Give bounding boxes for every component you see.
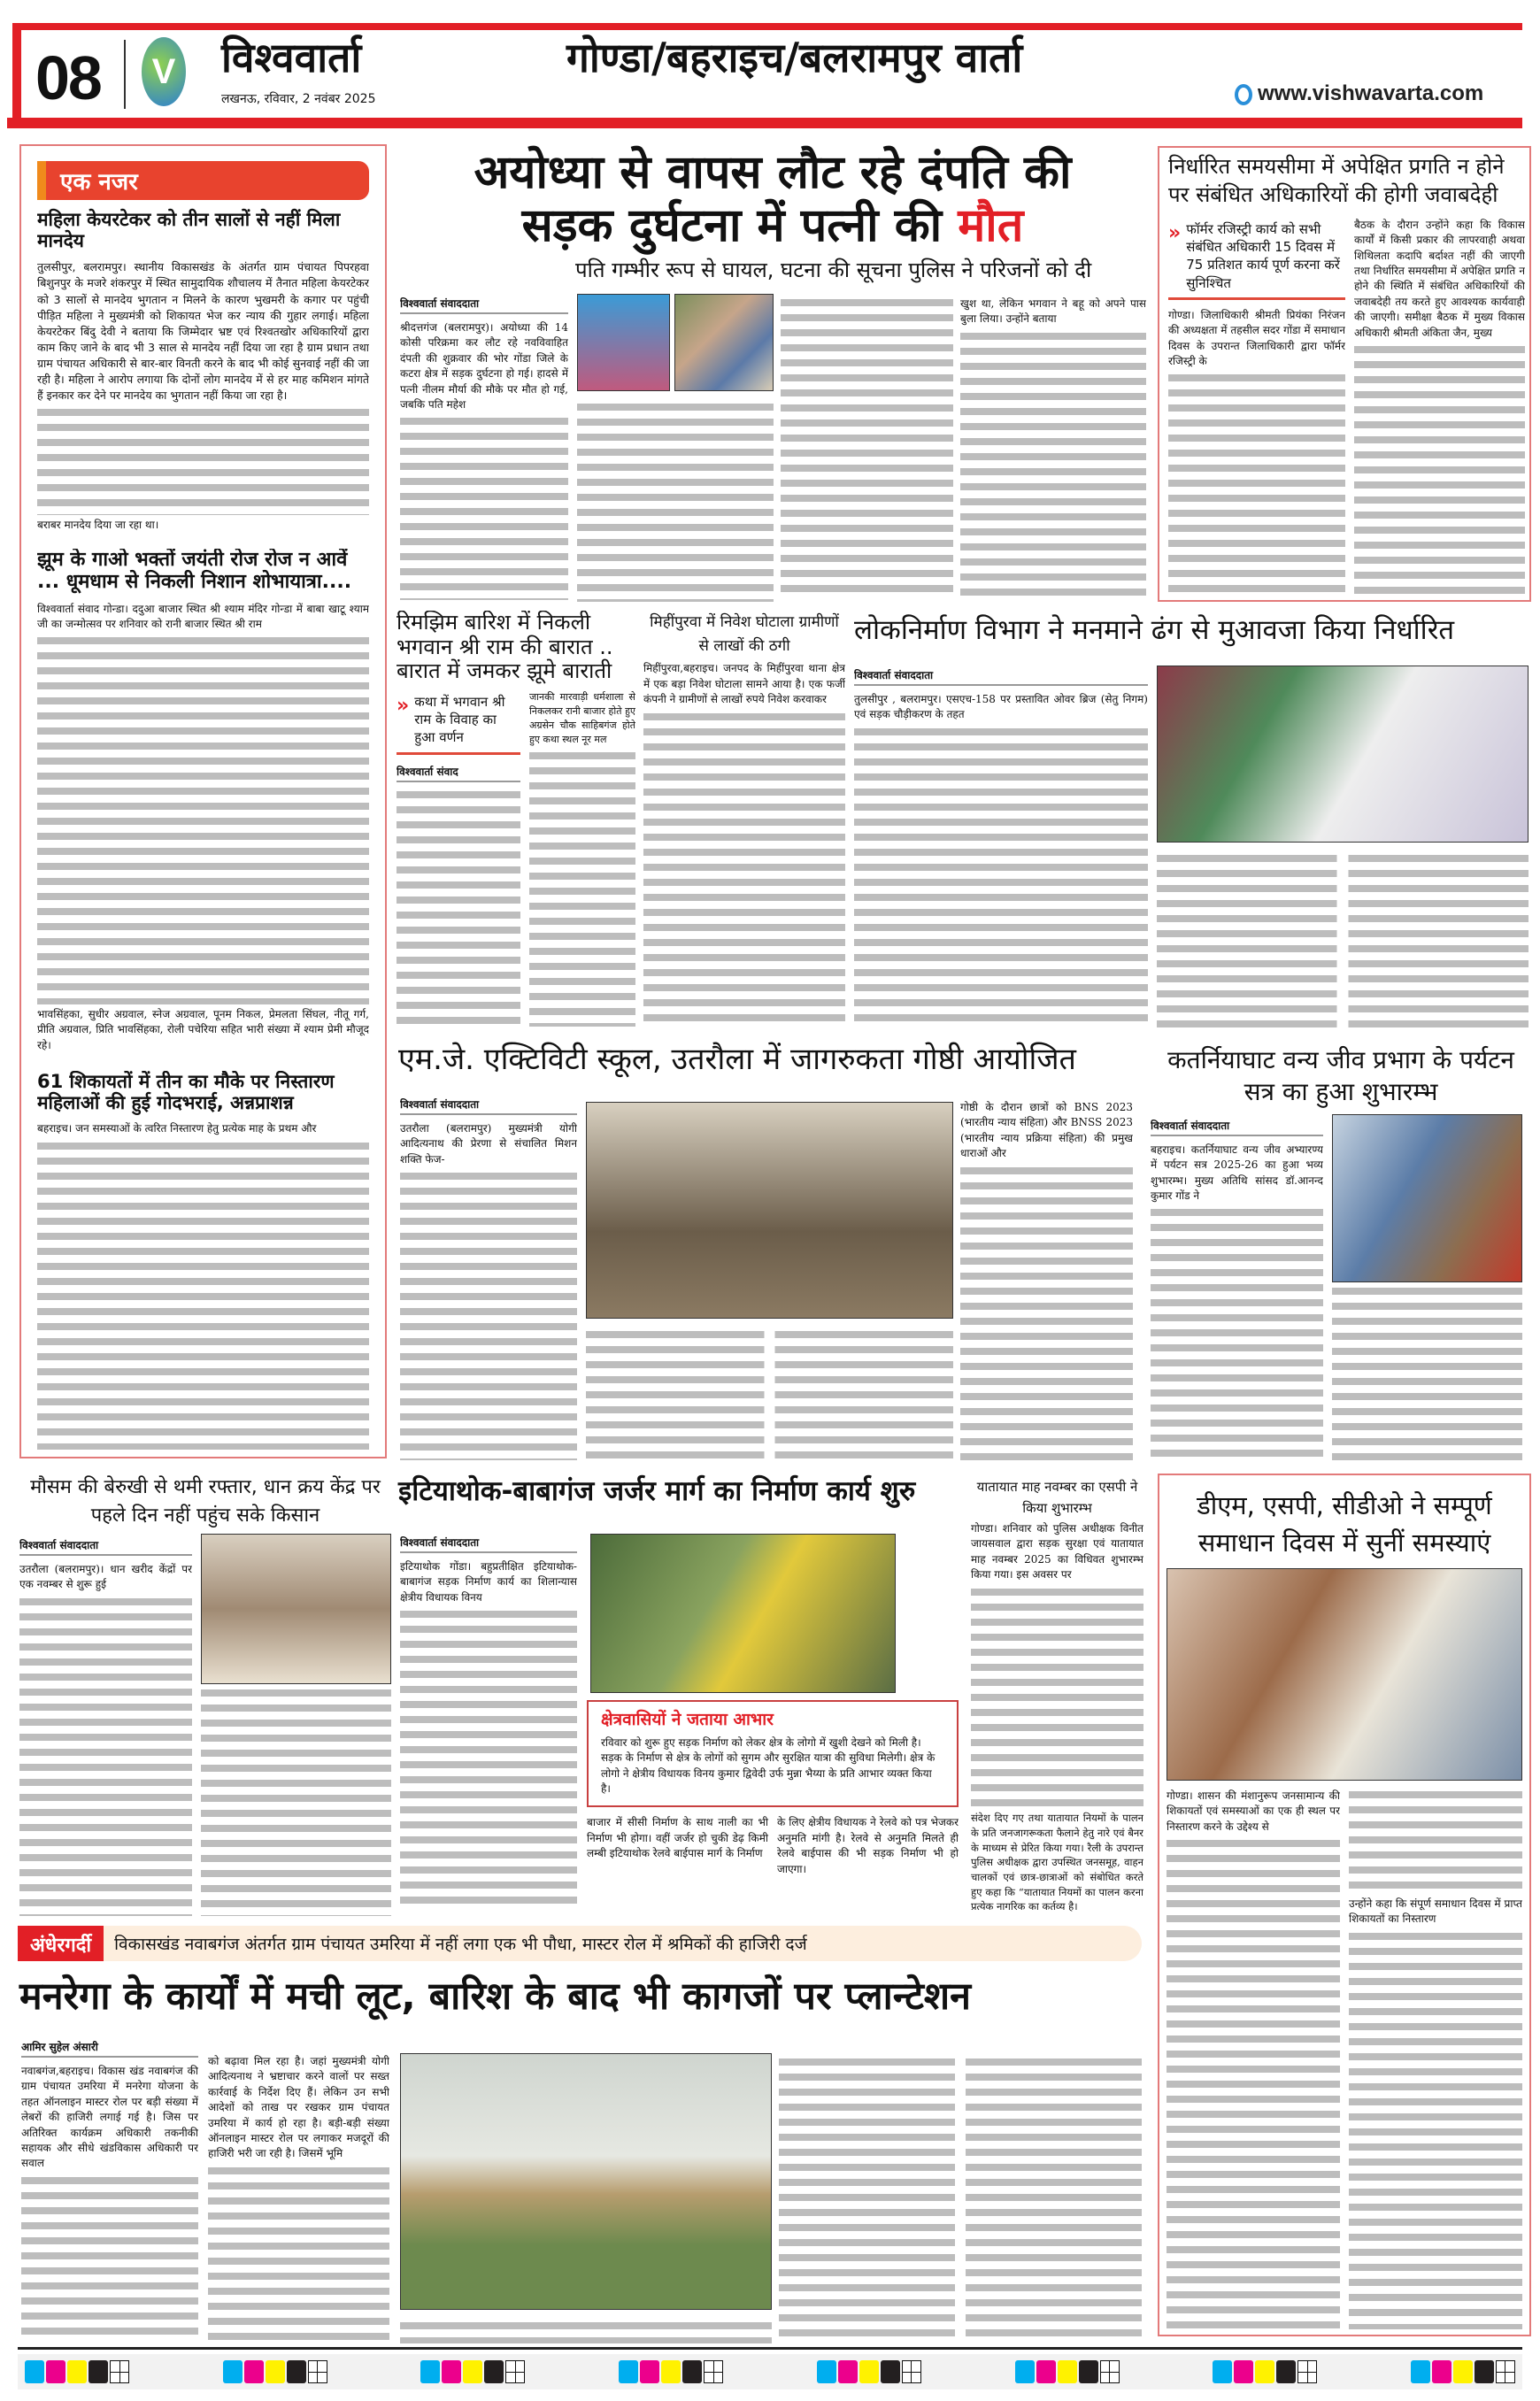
- color-swatch-group: [420, 2354, 525, 2389]
- article-end: बराबर मानदेय दिया जा रहा था।: [37, 518, 159, 531]
- article-paddy-procurement: [19, 1474, 391, 1916]
- color-swatch: [244, 2360, 264, 2383]
- article-end: संदेश दिए गए तथा यातायात नियमों के पालन के प्रति जनजागरूकता फैलाने हेतु नारे एवं बैनर के माध्यम से प्रेरित किया गया। रैली के उपरान्त पुलिस अधीक्षक द्वारा उपस्थित जनसमूह, वाहन चालकों एवं छात्र-छात्राओं को संबोधित करते हुए कहा कि “यातायात नियमों का पालन करना प्रत्येक नागरिक का कर्तव्य है।: [971, 1812, 1143, 1913]
- right-col2: [1354, 215, 1525, 596]
- byline: विश्ववार्ता संवाददाता: [400, 1097, 577, 1115]
- article-body: उतरौला (बलरामपुर) मुख्यमंत्री योगी आदित्यनाथ की प्रेरणा से संचालित मिशन शक्ति फेज-: [400, 1122, 577, 1166]
- dm-sp-content: [1167, 1487, 1522, 2329]
- color-swatch-group: [1015, 2354, 1120, 2389]
- andhergardi-banner: [18, 1926, 1142, 1961]
- text-lines: [779, 2055, 1142, 2343]
- photo-accident-scene: [674, 294, 774, 391]
- article-caretaker: [37, 161, 369, 533]
- text-lines: [37, 634, 369, 1004]
- text-lines: [1332, 1284, 1522, 1460]
- article-end: बाजार में सीसी निर्माण के साथ नाली का भी निर्माण भी होगा। वहीं जर्जर हो चुकी डेढ़ किमी लम्बी इटियाथोक रेलवे बाईपास मार्ग के निर्माण: [587, 1816, 768, 1860]
- color-swatch: [287, 2360, 306, 2383]
- article-body: बहराइच। जन समस्याओं के त्वरित निस्तारण हेतु प्रत्येक माह के प्रथम और: [37, 1122, 317, 1135]
- article-body: गोष्ठी के दौरान छात्रों को BNS 2023 (भारतीय न्याय संहिता) और BNSS 2023 (भारतीय न्याय प्रक्रिया संहिता) की प्रमुख धाराओं और: [960, 1101, 1133, 1160]
- color-swatch: [1036, 2360, 1056, 2383]
- headline: 61 शिकायतों में तीन का मौके पर निस्तारण महिलाओं की हुई गोदभराई, अन्नप्राशन्न: [37, 1071, 335, 1114]
- article-body: बहराइच। कतर्नियाघाट वन्य जीव अभ्यारण्य में पर्यटन सत्र 2025-26 का हुआ भव्य शुभारम्भ। मुख्य अतिथि सांसद डॉ.आनन्द कुमार गोंड ने: [1151, 1143, 1323, 1202]
- text-lines: [21, 2174, 198, 2341]
- road-construction-right: [587, 1534, 959, 1914]
- text-lines: [971, 1585, 1143, 1809]
- text-lines: [208, 2164, 389, 2341]
- article-body: खुश था, लेकिन भगवान ने बहू को अपने पास बुला लिया। उन्होंने बताया: [960, 297, 1146, 326]
- article-ram-barat: [397, 611, 635, 1027]
- article-mj-school: [400, 1093, 577, 1460]
- article-body: बैठक के दौरान उन्होंने कहा कि विकास कार्यों में किसी प्रकार की लापरवाही अथवा शिथिलता कदापि बर्दाश्त नहीं की जाएगी तथा निर्धारित समयसीमा में अपेक्षित प्रगति न होने की स्थिति में संबंधित अधिकारियों की जवाबदेही तय करते हुए आवश्यक कार्यवाही की जाएगी। समीक्षा बैठक में मुख्य विकास अधिकारी श्रीमती अंकिता जैन, मुख्य: [1354, 218, 1525, 339]
- lead-headline-highlight: मौत: [958, 198, 1024, 252]
- headline: महिला केयरटेकर को तीन सालों से नहीं मिला मानदेय: [37, 209, 341, 252]
- article-body: गोण्डा। शासन की मंशानुरूप जनसामान्य की शिकायतों एवं समस्याओं का एक ही स्थल पर निस्तारण करने के उद्देश्य से: [1167, 1789, 1340, 1833]
- text-lines: [1349, 1929, 1522, 2329]
- text-lines: [854, 725, 1148, 1027]
- headline: यातायात माह नवम्बर का एसपी ने किया शुभारम्भ: [976, 1479, 1138, 1516]
- dm-sp-columns: [1167, 1786, 1522, 2329]
- paddy-col2: [201, 1534, 391, 1916]
- article-end: भावसिंहका, सुधीर अग्रवाल, स्नेज अग्रवाल, पूनम निकल, प्रेमलता सिंघल, नीतू गर्ग, प्रीति अग्रवाल, प्रिति भावसिंहका, रोली पचेरिया सहित भारी संख्या में श्याम प्रेमी मौजूद रहे।: [37, 1007, 369, 1051]
- article-investment-scam: [643, 611, 845, 1027]
- article-body: विश्ववार्ता संवाद गोन्डा। ददुआ बाजार स्थित श्री श्याम मंदिर गोन्डा में बाबा खाटू श्याम जी का जन्मोत्सव पर शनिवार को रानी बाजार स्थित श्री राम: [37, 602, 369, 630]
- headline: लोकनिर्माण विभाग ने मनमाने ढंग से मुआवजा किया निर्धारित: [854, 614, 1455, 646]
- browser-icon: [1235, 84, 1252, 105]
- color-swatch: [817, 2360, 836, 2383]
- section-title: गोण्डा/बहराइच/बलरामपुर वार्ता: [566, 34, 1023, 81]
- kicker: [1168, 220, 1345, 300]
- color-swatch: [1475, 2360, 1494, 2383]
- article-katarniaghat: [1151, 1044, 1531, 1460]
- article-body: जानकी मारवाड़ी धर्मशाला से निकलकर रानी बाजार होते हुए अग्रसेन चौक साहिबगंज होते हुए कथा स्थल नूर मल: [529, 690, 635, 745]
- color-swatch: [619, 2360, 638, 2383]
- text-lines: [397, 788, 520, 1027]
- article-shobhayatra: [37, 549, 369, 1053]
- byline: विश्ववार्ता संवाददाता: [1151, 1118, 1323, 1136]
- text-lines: [960, 1164, 1133, 1460]
- article-body: इटियाथोक गोंडा। बहुप्रतीक्षित इटियाथोक-बाबागंज सड़क निर्माण कार्य का शिलान्यास क्षेत्रीय विधायक विनय: [400, 1560, 577, 1604]
- registration-mark-icon: [1100, 2360, 1120, 2383]
- byline: आमिर सुहेल अंसारी: [21, 2039, 198, 2058]
- text-lines: [1349, 1788, 1522, 1894]
- byline: विश्ववार्ता संवाददाता: [400, 296, 568, 314]
- article-traffic-month: [971, 1476, 1143, 1914]
- kicker-text: फॉर्मर रजिस्ट्री कार्य को सभी संबंधित अधिकारी 15 दिवस में 75 प्रतिशत कार्य पूर्ण करना करें सुनिश्चित: [1186, 220, 1340, 291]
- text-lines: [586, 1327, 953, 1460]
- color-swatch: [67, 2360, 87, 2383]
- text-lines: [960, 329, 1146, 600]
- photo-panchayat-building: [400, 2053, 772, 2310]
- headline: रिमझिम बारिश में निकली भगवान श्री राम की बारात .. बारात में जमकर झूमे बाराती: [397, 611, 613, 684]
- registration-mark-icon: [1496, 2360, 1515, 2383]
- banner-label: अंधेरगर्दी: [18, 1926, 104, 1961]
- color-swatch: [1432, 2360, 1451, 2383]
- text-lines: [400, 1607, 577, 1912]
- bottom-rule: [18, 2347, 1522, 2350]
- lead-col3: [781, 294, 953, 600]
- page-number: 08: [35, 43, 101, 112]
- color-swatch: [89, 2360, 108, 2383]
- headline: निर्धारित समयसीमा में अपेक्षित प्रगति न होने पर संबंधित अधिकारियों की होगी जवाबदेही: [1168, 154, 1505, 208]
- mj-school-col3: [960, 1097, 1133, 1460]
- registration-mark-icon: [902, 2360, 921, 2383]
- article-end: के लिए क्षेत्रीय विधायक ने रेलवे को पत्र भेजकर अनुमति मांगी है। रेलवे से अनुमति मिलते ही रेलवे बाईपास की भी सड़क निर्माण भी हो जाएगा।: [777, 1816, 959, 1875]
- photo-road-work: [590, 1534, 896, 1693]
- headline: डीएम, एसपी, सीडीओ ने सम्पूर्ण समाधान दिवस में सुनीं समस्याएं: [1197, 1490, 1492, 1558]
- article-body: गोण्डा। जिलाधिकारी श्रीमती प्रियंका निरंजन की अध्यक्षता में तहसील सदर गोंडा में समाधान दिवस के उपरान्त जिलाधिकारी द्वारा फॉर्मर रजिस्ट्री के: [1168, 308, 1345, 367]
- text-lines: [1157, 851, 1528, 1028]
- color-swatch: [1411, 2360, 1430, 2383]
- photo-procurement-centre: [201, 1534, 391, 1684]
- paddy-columns: [19, 1534, 391, 1916]
- color-swatch-group: [817, 2354, 921, 2389]
- color-swatch: [1276, 2360, 1296, 2383]
- lead-headline-line1: अयोध्या से वापस लौट रहे दंपति की: [474, 146, 1072, 199]
- color-swatch-group: [25, 2354, 129, 2389]
- ram-barat-col1: [397, 688, 520, 1027]
- text-lines: [1354, 342, 1525, 596]
- color-swatch: [881, 2360, 900, 2383]
- right-box-content: [1168, 152, 1525, 596]
- photo-school-event: [586, 1102, 953, 1319]
- text-lines: [643, 710, 845, 1027]
- article-body: उतरौला (बलरामपुर)। धान खरीद केंद्रों पर एक नवम्बर से शुरू हुई: [19, 1562, 192, 1591]
- text-lines: [37, 405, 369, 514]
- color-swatch: [640, 2360, 659, 2383]
- logo-icon: V: [142, 37, 186, 106]
- color-swatch: [1453, 2360, 1473, 2383]
- byline: विश्ववार्ता संवाददाता: [854, 667, 1148, 686]
- website-text: www.vishwavarta.com: [1258, 81, 1484, 105]
- color-registration-bar: [18, 2354, 1522, 2389]
- right-box-columns: [1168, 215, 1525, 596]
- headline: मनरेगा के कार्यों में मची लूट, बारिश के बाद भी कागजों पर प्लान्टेशन: [19, 1974, 972, 2019]
- headline: मिहींपुरवा में निवेश घोटाला ग्रामीणों से लाखों की ठगी: [650, 613, 839, 656]
- chevron-icon: »: [397, 694, 410, 717]
- registration-mark-icon: [110, 2360, 129, 2383]
- katarniaghat-col1: [1151, 1114, 1323, 1460]
- banner-text: विकासखंड नवाबगंज अंतर्गत ग्राम पंचायत उमरिया में नहीं लगा एक भी पौधा, मास्टर रोल में श्रमिकों की हाजिरी दर्ज: [114, 1935, 807, 1954]
- color-swatch: [1058, 2360, 1077, 2383]
- text-lines: [577, 400, 774, 602]
- lead-subhead: पति गम्भीर रूप से घायल, घटना की सूचना पुलिस ने परिजनों को दी: [575, 258, 1092, 282]
- right-col1: [1168, 215, 1345, 596]
- color-swatch-group: [1213, 2354, 1317, 2389]
- byline: विश्ववार्ता संवाददाता: [19, 1537, 192, 1556]
- byline: विश्ववार्ता संवाददाता: [400, 1535, 577, 1553]
- quote-body: रविवार को शुरू हुए सड़क निर्माण को लेकर क्षेत्र के लोगो में खुशी देखने को मिली है। सड़क के निर्माण से क्षेत्र के लोगों को सुगम और सुरक्षित यात्रा की सुविधा मिलेगी। क्षेत्र के लोगो ने क्षेत्रीय विधायक विनय कुमार द्विवेदी उर्फ मुन्ना भैय्या के प्रति आभार व्यक्त किया है।: [601, 1735, 936, 1796]
- text-lines: [400, 2319, 772, 2343]
- color-swatch: [484, 2360, 504, 2383]
- color-swatch: [463, 2360, 482, 2383]
- mnrega-col2: [208, 2051, 389, 2341]
- color-swatch: [420, 2360, 440, 2383]
- registration-mark-icon: [1297, 2360, 1317, 2383]
- article-complaints: [37, 1071, 369, 1450]
- text-lines: [19, 1595, 192, 1916]
- text-lines: [400, 414, 568, 600]
- text-lines: [1168, 371, 1345, 596]
- website-link[interactable]: [1235, 81, 1483, 106]
- photo-pwd-meeting: [1157, 666, 1528, 843]
- color-swatch: [1234, 2360, 1253, 2383]
- text-lines: [1167, 1836, 1340, 2329]
- masthead-rule: [7, 118, 1522, 128]
- lead-col4: [960, 294, 1146, 600]
- color-swatch: [682, 2360, 702, 2383]
- headline: एम.जे. एक्टिविटी स्कूल, उतरौला में जागरुकता गोष्ठी आयोजित: [398, 1042, 1076, 1077]
- dm-sp-col2: [1349, 1786, 1522, 2329]
- color-swatch: [1079, 2360, 1098, 2383]
- color-swatch: [25, 2360, 44, 2383]
- text-lines: [37, 1139, 369, 1450]
- headline: इटियाथोक-बाबागंज जर्जर मार्ग का निर्माण कार्य शुरु: [398, 1475, 916, 1507]
- dateline: लखनऊ, रविवार, 2 नवंबर 2025: [221, 92, 376, 106]
- registration-mark-icon: [308, 2360, 327, 2383]
- headline: झूम के गाओ भक्तों जयंती रोज रोज न आवें ... धूमधाम से निकली निशान शोभायात्रा....: [37, 549, 352, 594]
- lead-headline: [397, 147, 1149, 253]
- color-swatch: [1213, 2360, 1232, 2383]
- color-swatch: [1255, 2360, 1274, 2383]
- registration-mark-icon: [704, 2360, 723, 2383]
- color-swatch-group: [223, 2354, 327, 2389]
- paddy-col1: [19, 1534, 192, 1916]
- headline: मौसम की बेरुखी से थमी रफ्तार, धान क्रय केंद्र पर पहले दिन नहीं पहुंच सके किसान: [30, 1476, 381, 1527]
- color-swatch: [838, 2360, 858, 2383]
- divider: [124, 40, 126, 109]
- article-body: मिहींपुरवा,बहराइच। जनपद के मिहींपुरवा थाना क्षेत्र में एक बड़ा निवेश घोटाला सामने आया है। एक फर्जी कंपनी ने ग्रामीणों से लाखों रुपये निवेश करवाकर: [643, 662, 845, 706]
- ram-barat-columns: [397, 688, 635, 1027]
- color-swatch: [46, 2360, 65, 2383]
- color-swatch: [442, 2360, 461, 2383]
- ram-barat-col2: [529, 688, 635, 1027]
- headline: कतर्नियाघाट वन्य जीव प्रभाग के पर्यटन सत्र का हुआ शुभारम्भ: [1167, 1045, 1514, 1107]
- text-lines: [781, 296, 953, 600]
- article-body: श्रीदत्तगंज (बलरामपुर)। अयोध्या की 14 कोसी परिक्रमा कर लौट रहे नवविवाहित दंपती की शुक्रवार की भोर गोंडा जिले के कटरा क्षेत्र में सड़क दुर्घटना हो गई। हादसे में पत्नी नीलम मौर्या की मौके पर मौत हो गई, जबकि पति महेश: [400, 321, 568, 411]
- byline: विश्ववार्ता संवाद: [397, 764, 520, 782]
- photo-samadhan-diwas: [1167, 1568, 1522, 1781]
- katarniaghat-col2: [1332, 1114, 1522, 1460]
- text-lines: [400, 1169, 577, 1460]
- color-swatch: [859, 2360, 879, 2383]
- article-mnrega: [21, 2035, 198, 2341]
- color-swatch-group: [619, 2354, 723, 2389]
- article-body: उन्होंने कहा कि संपूर्ण समाधान दिवस में प्राप्त शिकायतों का निस्तारण: [1349, 1897, 1522, 1926]
- color-swatch: [266, 2360, 285, 2383]
- katarniaghat-columns: [1151, 1114, 1531, 1460]
- color-swatch: [661, 2360, 681, 2383]
- text-lines: [1151, 1205, 1323, 1460]
- article-body: गोण्डा। शनिवार को पुलिस अधीक्षक विनीत जायसवाल द्वारा सड़क सुरक्षा एवं यातायात माह नवम्बर 2025 का विधिवत शुभारम्भ किया गया। इस अवसर पर: [971, 1522, 1143, 1581]
- lead-col1: [400, 292, 568, 600]
- article-body: नवाबगंज,बहराइच। विकास खंड नवाबगंज की ग्राम पंचायत उमरिया में मनरेगा योजना के तहत ऑनलाइन मास्टर रोल पर बड़ी संख्या में लेबरों की हाजिरी लगाई गई है। जिस पर अतिरिक्त कार्यक्रम अधिकारी तकनीकी सहायक और सीधे खंडविकास अधिकारी पर सवाल: [21, 2065, 198, 2170]
- chevron-icon: »: [1168, 221, 1182, 244]
- photo-victim: [577, 294, 670, 391]
- lead-headline-line2-wrap: [397, 200, 1149, 253]
- photo-tourism-launch: [1332, 1114, 1522, 1282]
- kicker: [397, 693, 520, 755]
- article-body: तुलसीपुर, बलरामपुर। स्थानीय विकासखंड के अंतर्गत ग्राम पंचायत पिपरहवा बिशुनपुर के मजरे शंकरपुर में स्थित सामुदायिक शौचालय में तैनात महिला केयरटेकर को 3 सालों से मानदेय भुगतान न मिलने के कारण भुखमरी के कगार पर पहुंची पीड़ित महिला ने मुख्यमंत्री को शिकायत भेज कर न्याय की गुहार लगाई। महिला केयरटेकर बिंदु देवी ने बताया कि जिम्मेदार भ्रष्ट एवं रिश्वतखोर अधिकारियों द्वारा काम किए जाने के बाद भी 3 साल से मानदेय नहीं दिया जा रहा है ग्राम प्रधान तथा ग्राम पंचायत अधिकारी से बार-बार विनती करने के बाद भी कोई सुनवाई नहीं की जा रही है। महिला ने आरोप लगाया कि दोनों लोग मानदेय में से हर माह कमिशन मांगते हैं इनकार कर देने पर मानदेय का भुगतान नहीं किया जा रहा है।: [37, 260, 369, 403]
- text-lines: [529, 749, 635, 1027]
- ek-nazar-tag: एक नजर: [37, 161, 369, 200]
- paper-name: विश्ववार्ता: [221, 34, 362, 81]
- article-pwd: [854, 664, 1148, 1027]
- dm-sp-col1: [1167, 1786, 1340, 2329]
- article-body: तुलसीपुर , बलरामपुर। एसएच-158 पर प्रस्तावित ओवर ब्रिज (सेतु निगम) एवं सड़क चौड़ीकरण के तहत: [854, 693, 1148, 721]
- quote-title: क्षेत्रवासियों ने जताया आभार: [601, 1710, 774, 1729]
- article-body: को बढ़ावा मिल रहा है। जहां मुख्यमंत्री योगी आदित्यनाथ ने भ्रष्टाचार करने वालों पर सख्त कार्रवाई के निर्देश दिए हैं। लेकिन उन सभी आदेशों को ताख पर रखकर ग्राम पंचायत उमरिया में कार्य हो रहा है। बड़ी-बड़ी संख्या ऑनलाइन मास्टर रोल पर लगाकर मजदूरों की हाजिरी भरी जा रही है। जिसमें भूमि: [208, 2055, 389, 2160]
- color-swatch: [223, 2360, 243, 2383]
- lead-headline-line2: सड़क दुर्घटना में पत्नी की: [521, 198, 943, 252]
- article-road-construction: [400, 1531, 577, 1912]
- road-end-columns: [587, 1812, 959, 1914]
- color-swatch-group: [1411, 2354, 1515, 2389]
- registration-mark-icon: [505, 2360, 525, 2383]
- color-swatch: [1015, 2360, 1035, 2383]
- text-lines: [201, 1686, 391, 1916]
- kicker-text: कथा में भगवान श्री राम के विवाह का हुआ वर्णन: [414, 693, 505, 746]
- quote-box: [587, 1700, 959, 1807]
